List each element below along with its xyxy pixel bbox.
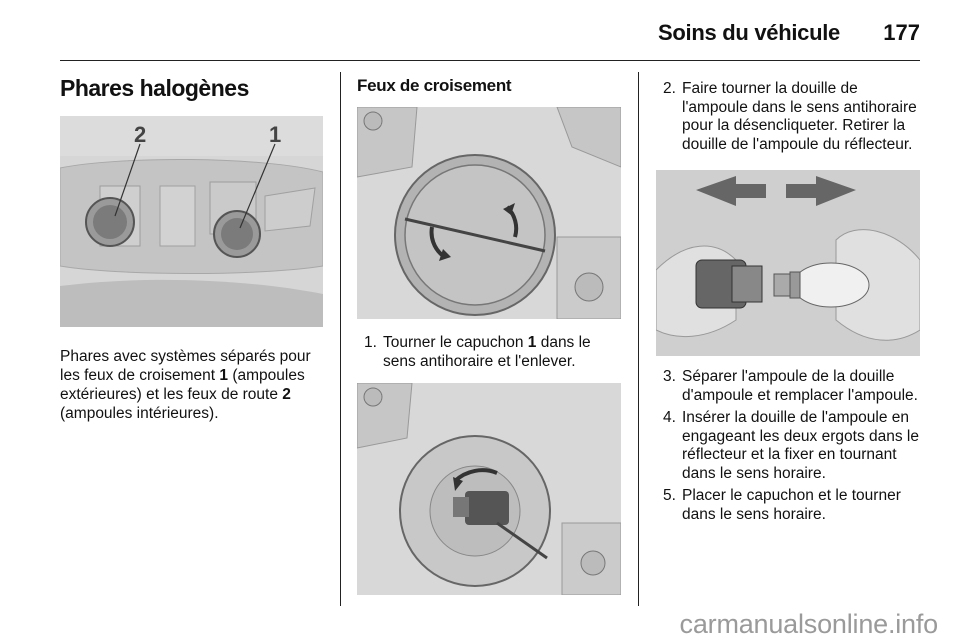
- bold-ref-1: 1: [527, 334, 537, 351]
- bold-ref-1: 1: [219, 367, 229, 384]
- bulb-illustration: [656, 170, 920, 356]
- intro-paragraph: [60, 347, 325, 423]
- step-text: Tourner le capuchon: [383, 334, 528, 351]
- headlight-figure: [60, 116, 323, 327]
- paragraph-text: (ampoules extérieures) et les feux de route: [60, 367, 305, 403]
- column-right: [656, 80, 922, 524]
- watermark: carmanualsonline.info: [679, 609, 938, 639]
- column-divider: [638, 72, 639, 606]
- column-divider: [340, 72, 341, 606]
- subsection-heading: Feux de croisement: [357, 76, 512, 95]
- bulb-figure: [656, 170, 920, 356]
- steps-list: [656, 80, 922, 154]
- column-middle: [357, 74, 621, 595]
- cap-illustration: [357, 107, 621, 319]
- callout-2: 2: [134, 122, 147, 147]
- step-number: 1.: [364, 334, 377, 351]
- socket-figure: [357, 383, 621, 595]
- bold-ref-2: 2: [282, 386, 291, 403]
- section-heading: Phares halogènes: [60, 75, 249, 101]
- page-header-title: Soins du véhicule: [658, 20, 840, 45]
- step-text: Faire tourner la douille de l'ampoule dans le sens antihoraire pour la désencliqueter. Retirer la douille de l'ampoule du réflecteur.: [682, 80, 917, 153]
- steps-list: [656, 368, 922, 524]
- step-text: dans le sens antihoraire et l'enlever.: [383, 334, 591, 370]
- headlight-illustration: [60, 116, 323, 327]
- step-number: 4.: [663, 409, 676, 426]
- header-rule: [60, 60, 920, 61]
- page-number: 177: [883, 20, 920, 45]
- cap-figure: [357, 107, 621, 319]
- step-2: [656, 80, 922, 154]
- step-4: [656, 409, 922, 483]
- step-1: [357, 334, 621, 371]
- paragraph-text: Phares avec systèmes séparés pour les feux de croisement: [60, 348, 311, 384]
- step-number: 5.: [663, 487, 676, 504]
- steps-list: [357, 334, 621, 371]
- socket-illustration: [357, 383, 621, 595]
- step-text: Séparer l'ampoule de la douille d'ampoule et remplacer l'ampoule.: [682, 368, 918, 404]
- paragraph-text: (ampoules intérieures).: [60, 405, 219, 422]
- step-3: [656, 368, 922, 405]
- step-number: 2.: [663, 80, 676, 97]
- step-5: [656, 487, 922, 524]
- step-text: Insérer la douille de l'ampoule en engageant les deux ergots dans le réflecteur et la fixer en tournant dans le sens horaire.: [682, 409, 919, 482]
- step-number: 3.: [663, 368, 676, 385]
- step-text: Placer le capuchon et le tourner dans le sens horaire.: [682, 487, 901, 523]
- callout-1: 1: [269, 122, 282, 147]
- column-left: [60, 74, 325, 423]
